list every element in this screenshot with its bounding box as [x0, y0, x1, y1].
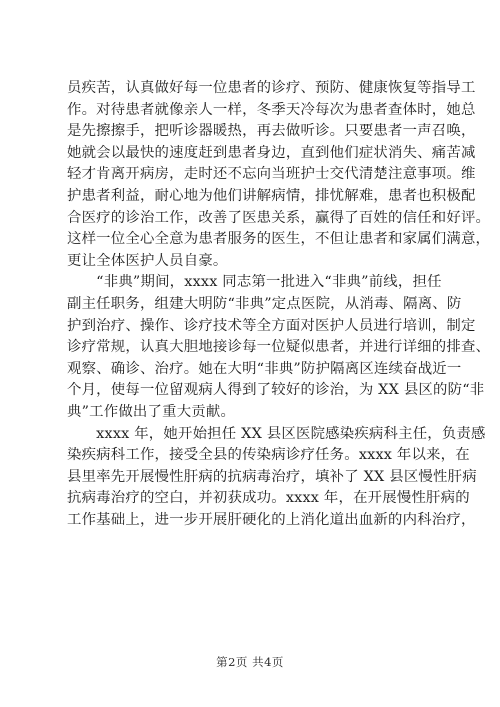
- document-body: [67, 78, 491, 531]
- text-line: 是先擦擦手，把听诊器暖热，再去做听诊。只要患者一声召唤，: [67, 123, 476, 140]
- text-line: 员疾苦，认真做好每一位患者的诊疗、预防、健康恢复等指导工: [67, 80, 476, 96]
- text-line: 轻才肯离开病房，走时还不忘向当班护士交代清楚注意事项。维: [67, 166, 476, 183]
- text-line: 合医疗的诊治工作，改善了医患关系，赢得了百姓的信任和好评。: [67, 209, 491, 226]
- text-line: 观察、确诊、治疗。她在大明“非典”防护隔离区连续奋战近一: [67, 360, 462, 377]
- text-line: 更让全体医护人员自豪。: [67, 252, 228, 269]
- text-line: 护到治疗、操作、诊疗技术等全方面对医护人员进行培训，制定: [67, 317, 476, 334]
- text-line: 她就会以最快的速度赶到患者身边，直到他们症状消失、痛苦减: [67, 144, 476, 161]
- page-number-footer: 第2页 共4页: [216, 655, 284, 669]
- text-line: 诊疗常规，认真大胆地接诊每一位疑似患者，并进行详细的排查、: [67, 339, 491, 356]
- text-line: 染疾病科工作，接受全县的传染病诊疗任务。xxxx 年以来，在: [67, 447, 470, 464]
- text-line: 抗病毒治疗的空白，并初获成功。xxxx 年，在开展慢性肝病的: [67, 490, 470, 507]
- text-line: 典”工作做出了重大贡献。: [67, 403, 236, 420]
- paragraph-2: [67, 272, 491, 423]
- text-line: 作。对待患者就像亲人一样，冬季天冷每次为患者查体时，她总: [67, 101, 476, 118]
- text-line: “非典”期间，xxxx 同志第一批进入“非典”前线，担任: [67, 274, 442, 291]
- text-line: 工作基础上，进一步开展肝硬化的上消化道出血新的内科治疗，: [67, 511, 476, 528]
- text-line: 个月，使每一位留观病人得到了较好的诊治，为 XX 县区的防“非: [67, 382, 485, 399]
- text-line: 这样一位全心全意为患者服务的医生，不但让患者和家属们满意，: [67, 231, 491, 248]
- paragraph-1: [67, 78, 491, 272]
- text-line: 副主任职务，组建大明防“非典”定点医院，从消毒、隔离、防: [67, 295, 462, 312]
- text-line: 县里率先开展慢性肝病的抗病毒治疗，填补了 XX 县区慢性肝病: [67, 468, 477, 485]
- paragraph-3: [67, 424, 486, 532]
- text-line: xxxx 年，她开始担任 XX 县区医院感染疾病科主任，负责感: [67, 425, 486, 442]
- text-line: 护患者利益，耐心地为他们讲解病情，排忧解难，患者也积极配: [67, 187, 476, 204]
